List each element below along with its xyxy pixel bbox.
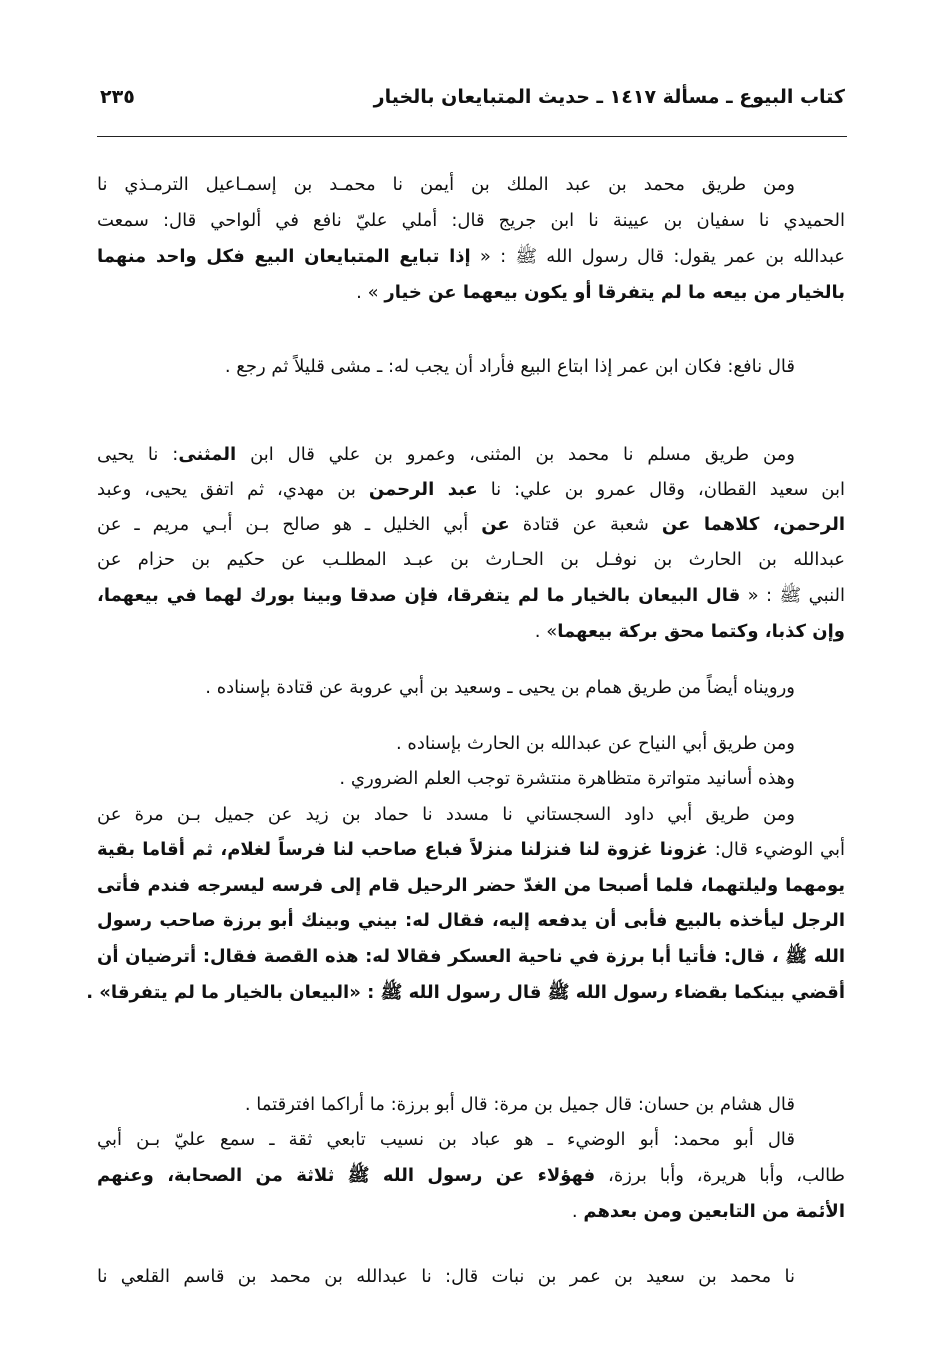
text-line — [97, 510, 845, 540]
text-line — [97, 1197, 845, 1227]
text-segment: طالب، وأبا هريرة، وأبا برزة، — [595, 1165, 845, 1186]
text-segment: ومن طريق محمد بن عبد الملك بن أيمن نا محمـد بن إسمـاعيل الترمـذي نا — [97, 174, 795, 195]
text-line — [97, 475, 845, 505]
text-segment: ابن سعيد القطان، وقال عمرو بن علي: نا — [477, 479, 846, 500]
bold-text-segment: الأئمة من التابعين ومن بعدهم — [583, 1201, 845, 1222]
text-segment: قال أبو محمد: أبو الوضيء ـ هو عباد بن نسيب تابعي ثقة ـ سمع عليّ بـن أبي — [97, 1129, 795, 1150]
bold-text-segment: أقضي بينكما بقضاء رسول الله ﷺ قال رسول الله ﷺ : «البيعان بالخيار ما لم يتفرقا» . — [86, 982, 845, 1003]
text-line — [97, 764, 845, 794]
bold-text-segment: فهؤلاء عن رسول الله ﷺ ثلاثة من الصحابة، وعنهم — [97, 1165, 596, 1186]
bold-text-segment: المثنى — [178, 444, 237, 465]
text-segment: ورويناه أيضاً من طريق همام بن يحيى ـ وسعيد بن أبي عروبة عن قتادة بإسناده . — [205, 677, 795, 698]
text-line — [97, 352, 845, 382]
text-segment: الحميدي نا سفيان بن عيينة نا ابن جريج قال: أملي عليّ نافع في ألواحي قال: سمعت — [97, 210, 845, 231]
bold-text-segment: الله ﷺ ، قال: فأتيا أبا برزة في ناحية العسكر فقالا له: هذه القصة فقال: أترضيان أن — [97, 946, 845, 967]
text-segment: وهذه أسانيد متواترة متظاهرة منتشرة توجب العلم الضروري . — [339, 768, 795, 789]
bold-text-segment: غزونا غزوة لنا فنزلنا منزلاً فباع صاحب لنا فرساً لغلام، ثم أقاما بقية — [97, 839, 708, 860]
bold-text-segment: عبد الرحمن — [368, 479, 478, 500]
bold-text-segment: قال البيعان بالخيار ما لم يتفرقا، فإن صدقا وبينا بورك لهما في بيعهما، — [97, 585, 741, 606]
text-segment: » . — [534, 621, 558, 642]
bold-text-segment: وإن كذبا، وكتما محق بركة بيعهما — [557, 621, 845, 642]
text-segment: بن مهدي، ثم اتفق يحيى، وعبد — [97, 479, 369, 500]
text-line — [97, 545, 845, 575]
text-segment: أبي الوضيء قال: — [707, 839, 845, 860]
text-segment: نا محمد بن سعيد بن عمر بن نبات قال: نا عبدالله بن محمد بن قاسم القلعي نا — [97, 1266, 795, 1287]
text-line — [97, 617, 845, 647]
bold-text-segment: إذا تبايع المتبايعان البيع فكل واحد منهما — [97, 246, 471, 267]
text-line — [97, 1090, 845, 1120]
text-segment: ومن طريق أبي داود السجستاني نا مسدد نا حماد بن زيد عن جميل بـن مرة عن — [97, 804, 795, 825]
text-line — [97, 440, 845, 470]
bold-text-segment: الرحمن، كلاهما عن — [661, 514, 845, 535]
text-segment: ومن طريق مسلم نا محمد بن المثنى، وعمرو بن علي قال ابن — [236, 444, 795, 465]
bold-text-segment: يومهما وليلتهما، فلما أصبحا من الغدّ حضر الرحيل قام إلى فرسه ليسرجه فندم فأتى — [97, 875, 845, 896]
text-line — [97, 835, 845, 865]
text-segment: ومن طريق أبي النياح عن عبدالله بن الحارث بإسناده . — [395, 733, 795, 754]
text-line — [97, 1125, 845, 1155]
text-line — [97, 673, 845, 703]
text-line — [97, 242, 845, 272]
text-line — [97, 871, 845, 901]
text-line — [97, 170, 845, 200]
text-line — [97, 800, 845, 830]
header-rule — [97, 136, 847, 137]
bold-text-segment: بالخيار من بيعه ما لم يتفرقا أو يكون بيعهما عن خيار — [384, 282, 845, 303]
text-line — [97, 206, 845, 236]
text-segment: أبي الخليل ـ هو صالح بـن أبـي مريم ـ عن — [97, 514, 482, 535]
text-segment: النبي ﷺ : « — [740, 585, 846, 606]
text-segment: » . — [356, 282, 385, 303]
text-line — [86, 978, 845, 1008]
text-segment: عبدالله بن عمر يقول: قال رسول الله ﷺ : « — [470, 246, 845, 267]
bold-text-segment: عن — [481, 514, 510, 535]
text-segment: قال نافع: فكان ابن عمر إذا ابتاع البيع فأراد أن يجب له: ـ مشى قليلاً ثم رجع . — [224, 356, 795, 377]
text-line — [97, 1161, 845, 1191]
text-segment: عبدالله بن الحارث بن نوفـل بن الحـارث بن عبـد المطلـب عن حكيم بن حزام عن — [97, 549, 845, 570]
text-line — [97, 906, 845, 936]
text-line — [97, 942, 845, 972]
page-number: ٢٣٥ — [100, 86, 135, 108]
running-header-title: كتاب البيوع ـ مسألة ١٤١٧ ـ حديث المتبايعان بالخيار — [373, 86, 845, 108]
text-line — [97, 278, 845, 308]
text-segment: قال هشام بن حسان: قال جميل بن مرة: قال أبو برزة: ما أراكما افترقتما . — [244, 1094, 795, 1115]
text-segment: : نا يحيى — [97, 444, 179, 465]
text-line — [97, 1262, 845, 1292]
text-line — [97, 729, 845, 759]
text-segment: شعبة عن قتادة — [509, 514, 662, 535]
text-segment: . — [571, 1201, 584, 1222]
bold-text-segment: الرجل ليأخذه بالبيع فأبى أن يدفعه إليه، فقال له: بيني وبينك أبو برزة صاحب رسول — [97, 910, 845, 931]
text-line — [97, 581, 845, 611]
